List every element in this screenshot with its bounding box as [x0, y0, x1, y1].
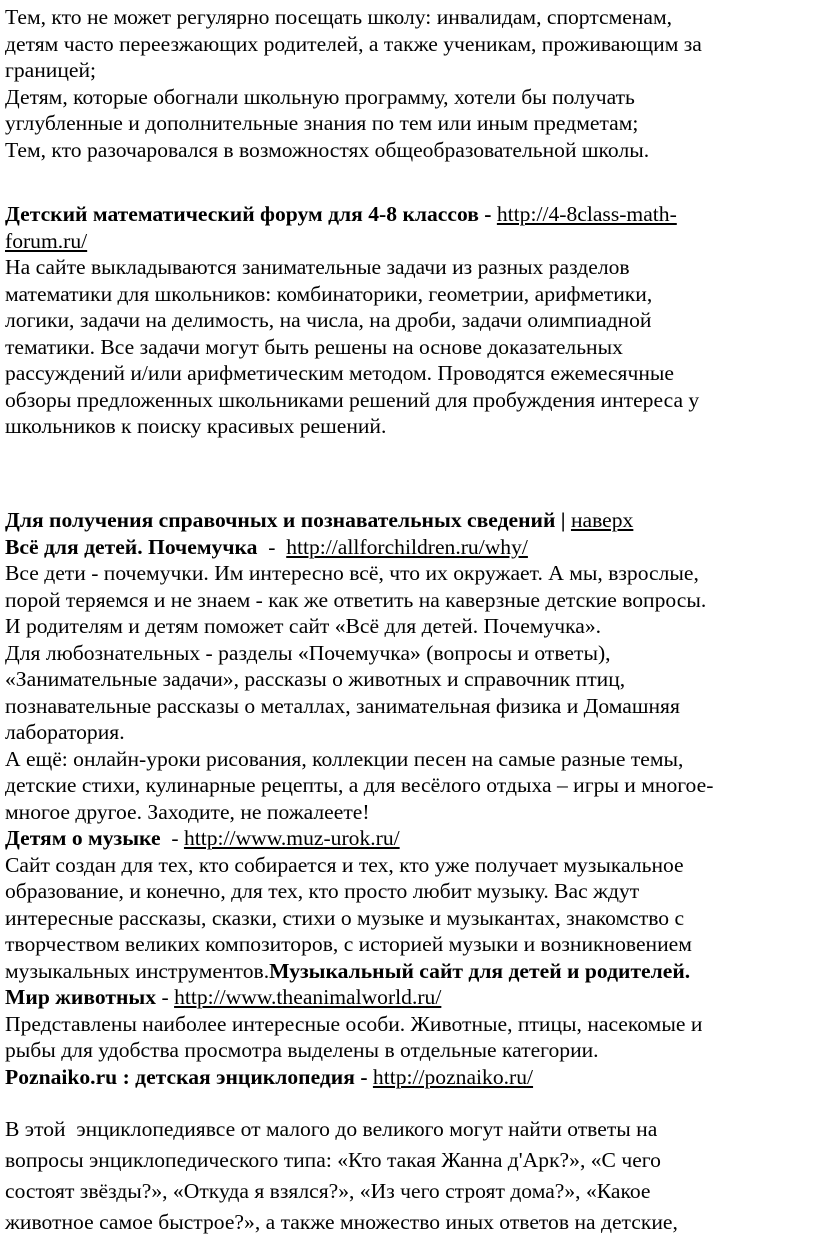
reference-heading	[5, 507, 805, 534]
animals-line: рыбы для удобства просмотра выделены в отдельные категории.	[5, 1038, 599, 1062]
back-to-top-link[interactable]: наверх	[570, 508, 634, 532]
poznaiko-line: состоят звёзды?», «Откуда я взялся?», «Из чего строят дома?», «Какое	[5, 1179, 651, 1203]
intro-line: Детям, которые обогнали школьную программу, хотели бы получать	[5, 84, 635, 109]
intro-line: углубленные и дополнительные знания по тем или иным предметам;	[5, 111, 639, 135]
whychild-line: познавательные рассказы о металлах, занимательная физика и Домашняя	[5, 693, 680, 718]
intro-line: границей;	[5, 58, 97, 82]
animals-line: Представлены наиболее интересные особи. Животные, птицы, насекомые и	[5, 1011, 703, 1036]
whychild-line: Все дети - почемучки. Им интересно всё, что их окружает. А мы, взрослые,	[5, 561, 699, 585]
poznaiko-heading	[5, 1064, 805, 1091]
math-forum-line: На сайте выкладываются занимательные задачи из разных разделов	[5, 255, 630, 279]
poznaiko-link[interactable]: http://poznaiko.ru/	[372, 1064, 534, 1089]
math-forum-line: обзоры предложенных школьниками решений для пробуждения интереса у	[5, 387, 700, 412]
math-forum-link-tail[interactable]: forum.ru/	[5, 228, 88, 253]
music-line: творчеством великих композиторов, с историей музыки и возникновением	[5, 932, 692, 956]
intro-line: Тем, кто не может регулярно посещать школу: инвалидам, спортсменам,	[5, 5, 673, 29]
whychild-line: детские стихи, кулинарные рецепты, а для весёлого отдыха – игры и многое-	[5, 773, 714, 797]
math-forum-line: математики для школьников: комбинаторики, геометрии, арифметики,	[5, 281, 653, 306]
music-line: интересные рассказы, сказки, стихи о музыке и музыкантах, знакомство с	[5, 905, 685, 930]
whychild-title: Всё для детей. Почемучка	[5, 534, 258, 559]
whychild-line: порой теряемся и не знаем - как же ответить на каверзные детские вопросы.	[5, 587, 707, 612]
math-forum-link-continued	[5, 228, 805, 255]
reference-section	[5, 507, 805, 1090]
music-line: Сайт создан для тех, кто собирается и тех, кто уже получает музыкальное	[5, 852, 684, 877]
music-heading	[5, 825, 805, 852]
poznaiko-title: Poznaiko.ru : детская энциклопедия -	[5, 1064, 373, 1089]
animals-title: Мир животных	[5, 985, 157, 1009]
intro-line: детям часто переезжающих родителей, а также ученикам, проживающим за	[5, 31, 702, 56]
whychild-line: И родителям и детям поможет сайт «Всё для детей. Почемучка».	[5, 614, 602, 638]
animals-heading	[5, 984, 805, 1011]
music-line-last	[5, 958, 805, 985]
poznaiko-line: В этой энциклопедиявсе от малого до великого могут найти ответы на	[5, 1117, 658, 1141]
math-forum-line: школьников к поиску красивых решений.	[5, 414, 387, 438]
whychild-link[interactable]: http://allforchildren.ru/why/	[286, 534, 528, 559]
whychild-line: многое другое. Заходите, не пожалеете!	[5, 799, 370, 824]
whychild-line: лаборатория.	[5, 720, 125, 744]
math-forum-link[interactable]: http://4-8class-math-	[496, 202, 677, 226]
whychild-line: А ещё: онлайн-уроки рисования, коллекции песен на самые разные темы,	[5, 746, 684, 771]
music-last-bold: Музыкальный сайт для детей и родителей.	[269, 958, 691, 983]
math-forum-line: рассуждений и/или арифметическим методом. Проводятся ежемесячные	[5, 361, 674, 385]
poznaiko-line: животное самое быстрое?», а также множество иных ответов на детские,	[5, 1210, 678, 1234]
music-last-plain: музыкальных инструментов.	[5, 958, 270, 983]
poznaiko-line: вопросы энциклопедического типа: «Кто такая Жанна д'Арк?», «С чего	[5, 1148, 661, 1172]
intro-line: Тем, кто разочаровался в возможностях общеобразовательной школы.	[5, 137, 650, 162]
math-forum-line: логики, задачи на делимость, на числа, на дроби, задачи олимпиадной	[5, 308, 652, 332]
math-forum-title: Детский математический форум для 4-8 классов -	[5, 202, 497, 226]
music-line: образование, и конечно, для тех, кто просто любит музыку. Вас ждут	[5, 879, 640, 903]
music-title: Детям о музыке	[5, 826, 161, 850]
whychild-dash: -	[257, 534, 287, 559]
math-forum-heading	[5, 201, 805, 228]
music-dash: -	[160, 826, 184, 850]
reference-heading-text: Для получения справочных и познавательных сведений |	[5, 508, 571, 532]
animals-link[interactable]: http://www.theanimalworld.ru/	[174, 985, 442, 1009]
whychild-line: Для любознательных - разделы «Почемучка» (вопросы и ответы),	[5, 640, 611, 665]
music-link[interactable]: http://www.muz-urok.ru/	[183, 826, 400, 850]
whychild-heading	[5, 534, 805, 561]
animals-dash: -	[156, 985, 175, 1009]
math-forum-section	[5, 201, 805, 440]
whychild-line: «Занимательные задачи», рассказы о животных и справочник птиц,	[5, 667, 626, 691]
math-forum-line: тематики. Все задачи могут быть решены на основе доказательных	[5, 334, 623, 359]
intro-section	[5, 4, 805, 163]
poznaiko-section	[5, 1114, 805, 1238]
